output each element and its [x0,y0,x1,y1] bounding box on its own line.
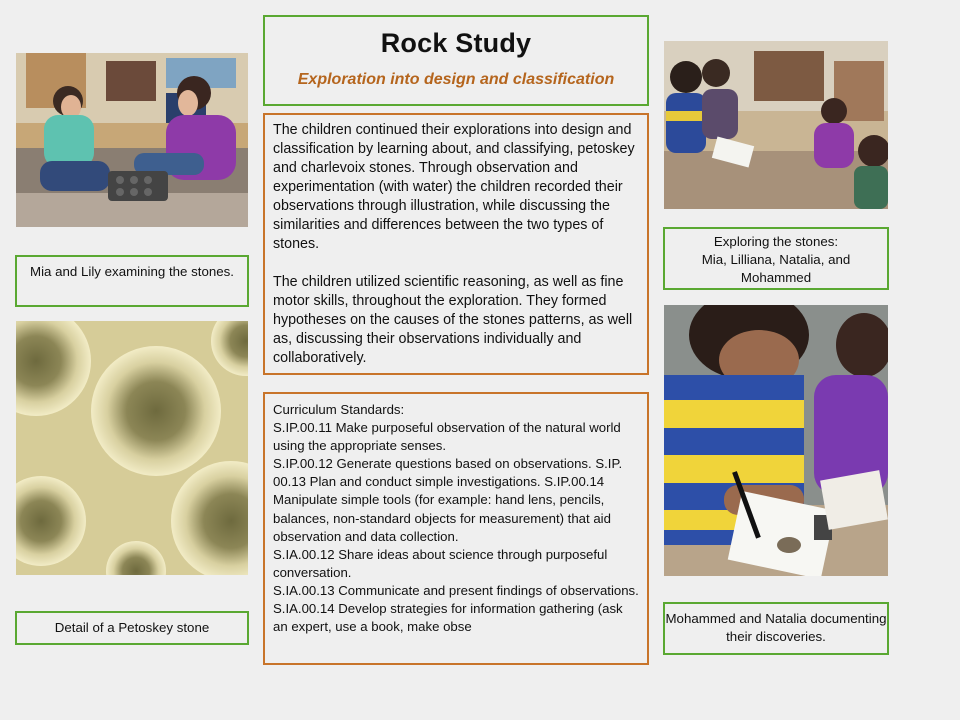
intro-text-box [263,113,649,375]
caption-mohammed-natalia [663,602,889,655]
page-subtitle: Exploration into design and classification [297,71,615,88]
standards-heading: Curriculum Standards: [273,402,405,417]
standard-item: S.IA.00.14 Develop strategies for information gathering (ask an expert, use a book, make obse [273,601,623,635]
caption-exploring-line2: Mia, Lilliana, Natalia, and Mohammed [701,252,851,285]
standard-item: S.IP.00.11 Make purposeful observation of the natural world using the appropriate senses. [273,420,621,454]
intro-paragraph-2: The children utilized scientific reasoning, as well as fine motor skills, throughout the exploration. They formed hypotheses on the causes of the stones patterns, as well as, discussing their observations individually and collaboratively. [273,274,633,366]
caption-petoskey [15,611,249,645]
photo-mia-lily [16,53,248,227]
caption-exploring [663,227,889,290]
caption-mia-lily-text: Mia and Lily examining the stones. [30,264,234,279]
page-title: Rock Study [380,28,532,58]
photo-exploring-stones [664,41,888,209]
standard-item: S.IP.00.12 Generate questions based on observations. S.IP. 00.13 Plan and conduct simple investigations. S.IP.00.14 Manipulate simple tools (for example: hand lens, pencils, balances, non-standard objects for measurement) that aid observation and data collection. [273,456,623,544]
standard-item: S.IA.00.13 Communicate and present findings of observations. [273,582,639,598]
caption-mohammed-natalia-text: Mohammed and Natalia documenting their discoveries. [665,611,887,644]
caption-exploring-line1: Exploring the stones: [713,234,839,249]
curriculum-standards-box [263,392,649,665]
caption-petoskey-text: Detail of a Petoskey stone [54,620,210,635]
photo-documenting [664,305,888,576]
caption-mia-lily [15,255,249,307]
intro-paragraph-1: The children continued their explorations into design and classification by learning about, and classifying, petoskey and charlevoix stones. Through observation and experimentation (with water) the children recorded their observations through illustration, while discussing the similarities and differences between the two types of stones. [273,122,635,252]
title-box [263,15,649,106]
standard-item: S.IA.00.12 Share ideas about science through purposeful conversation. [273,546,608,580]
photo-petoskey-stone [16,321,248,575]
